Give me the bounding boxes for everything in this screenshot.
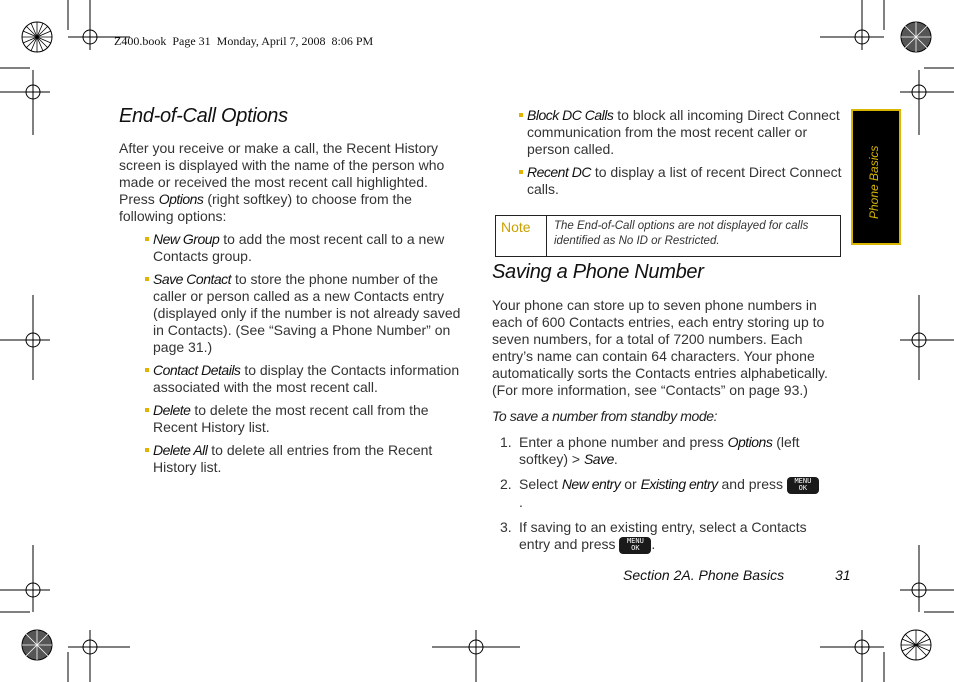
procedure-heading: To save a number from standby mode: [492,408,718,424]
end-of-call-options-list [153,231,468,482]
option-term: New Group [153,231,220,247]
step-number: 2. [500,476,512,492]
step-text: and press [717,476,787,492]
bullet-marker [145,448,149,452]
step-text: Select [519,476,562,492]
side-tab-label: Phone Basics [867,145,881,219]
list-item [527,107,842,158]
option-text: to display the Contacts information associated with the most recent call. [153,362,460,395]
bullet-marker [145,277,149,281]
option-text: to delete the most recent call from the Recent History list. [153,402,429,435]
option-text: to store the phone number of the caller or person called as a new Contacts entry (displayed only if the number is not already saved in Contacts). (See “Saving a Phone Number” on page 31.) [153,271,461,355]
section-title-saving-number: Saving a Phone Number [492,261,704,283]
key-top-label: MENU [794,476,812,485]
step-term: Save [583,451,614,467]
key-bottom-label: OK [798,483,808,492]
bullet-marker [519,113,523,117]
option-term: Save Contact [153,271,232,287]
step-term: New entry [561,476,621,492]
step-number: 1. [500,434,512,450]
intro-paragraph [119,140,464,225]
step-item: 2. Select New entry or Existing entry and press MENU OK. [492,476,822,511]
list-item [153,402,468,436]
list-item [153,442,468,476]
step-item: 3. If saving to an existing entry, select a Contacts entry and press MENU OK . [500,518,807,552]
step-term: Existing entry [640,476,718,492]
note-text: The End-of-Call options are not displayed for calls identified as No ID or Restricted. [554,220,809,247]
key-top-label: MENU [626,536,644,545]
option-term: Delete All [153,442,208,458]
intro-term: Options [158,191,204,207]
note-box [495,215,841,257]
step-number: 3. [500,518,512,535]
note-label: Note [501,219,531,235]
footer-section: Section 2A. Phone Basics [623,567,785,583]
option-text: to block all incoming Direct Connect communication from the most recent caller or person called. [527,107,840,157]
bullet-marker [145,368,149,372]
option-term: Recent DC [527,164,591,180]
list-item [153,271,468,356]
section-title-end-of-call: End-of-Call Options [119,105,288,127]
dc-options-list [527,107,842,204]
page-number: 31 [835,567,851,583]
bullet-marker [145,408,149,412]
note-label-cell [496,216,547,256]
step-text: (left softkey) > [519,434,800,467]
saving-paragraph: Your phone can store up to seven phone numbers in each of 600 Contacts entries, each entry storing up to seven numbers, for a total of 7200 numbers. Each entry’s name can contain 64 characters. Your phone automatically sorts the Contacts entries alphabetically. (For more information, see “Contacts” on page 93.) [492,297,828,398]
bullet-marker [145,237,149,241]
option-term: Contact Details [153,362,241,378]
step-text: If saving to an existing entry, select a Contacts entry and press [519,518,807,552]
print-header: Z400.book Page 31 Monday, April 7, 2008 8:06 PM [114,34,374,48]
step-term: Options [727,434,773,450]
menu-ok-key-icon [787,477,819,494]
chapter-side-tab [851,109,901,245]
step-text: . [613,451,618,467]
list-item [527,164,842,198]
step-item [492,434,822,468]
procedure-steps [492,434,822,562]
option-text: to display a list of recent Direct Connect calls. [527,164,842,197]
bullet-marker [519,170,523,174]
menu-ok-key-icon [619,537,651,554]
option-text: to add the most recent call to a new Contacts group. [153,231,445,264]
key-bottom-label: OK [631,543,640,552]
list-item [153,362,468,396]
option-term: Delete [153,402,191,418]
option-text: to delete all entries from the Recent History list. [153,442,433,475]
list-item [153,231,468,265]
intro-text-b: (right softkey) to choose from the following options: [119,191,412,224]
step-text: or [620,476,641,492]
intro-text-a: After you receive or make a call, the Recent History screen is displayed with the name of the person who made or received the most recent call highlighted. Press [119,140,445,207]
step-text: Enter a phone number and press [519,434,728,450]
option-term: Block DC Calls [527,107,614,123]
